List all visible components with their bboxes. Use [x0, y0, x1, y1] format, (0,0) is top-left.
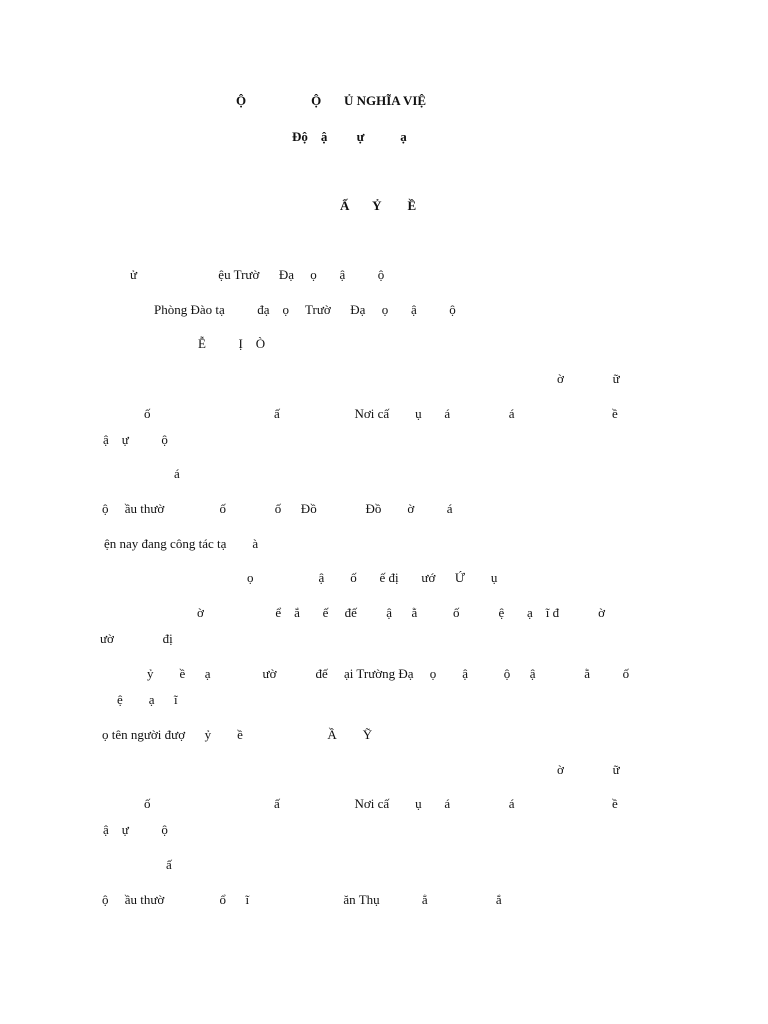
body-line: ậ ự ộ: [103, 432, 168, 447]
body-line: Ễ Ị Ò: [198, 336, 266, 351]
body-line: ử ệu Trườ Đạ ọ ậ ộ: [130, 267, 385, 282]
header-line-2: Độ ậ ự ạ: [292, 129, 407, 144]
body-line: Phòng Đào tạ đạ ọ Trườ Đạ ọ ậ ộ: [154, 302, 456, 317]
body-line: á: [174, 466, 180, 481]
body-line: ờ ữ: [557, 371, 620, 386]
body-line: ệ ạ ĩ: [117, 692, 178, 707]
body-line: ố ấ Nơi cấ ụ á á ề: [144, 406, 618, 421]
body-line: ố ấ Nơi cấ ụ á á ề: [144, 796, 618, 811]
document-title: Ấ Ỷ Ề: [340, 198, 417, 213]
body-line: ộ ầu thườ ố ố Đồ Đồ ờ á: [102, 501, 453, 516]
body-line: ọ tên người đượ ỷ ề Ầ Ỹ: [102, 727, 373, 742]
body-line: ện nay đang công tác tạ à: [104, 536, 259, 551]
body-line: ấ: [166, 857, 172, 872]
body-line: ọ ậ ố ế đị ướ Ứ ụ: [247, 570, 498, 585]
body-line: ờ ữ: [557, 762, 620, 777]
body-line: ờ ể ắ ế đế ậ ằ ố ệ ạ ĩ đ ờ: [197, 605, 606, 620]
body-line: ườ đị: [100, 631, 173, 646]
header-line-1: Ộ Ộ Ủ NGHĨA VIỆ: [236, 93, 427, 108]
body-line: ậ ự ộ: [103, 822, 168, 837]
body-line: ỷ ề ạ ườ đế ại Trường Đạ ọ ậ ộ ậ ằ ố: [147, 666, 630, 681]
body-line: ộ ầu thườ ổ ĩ ăn Thụ ẳ ắ: [102, 892, 502, 907]
